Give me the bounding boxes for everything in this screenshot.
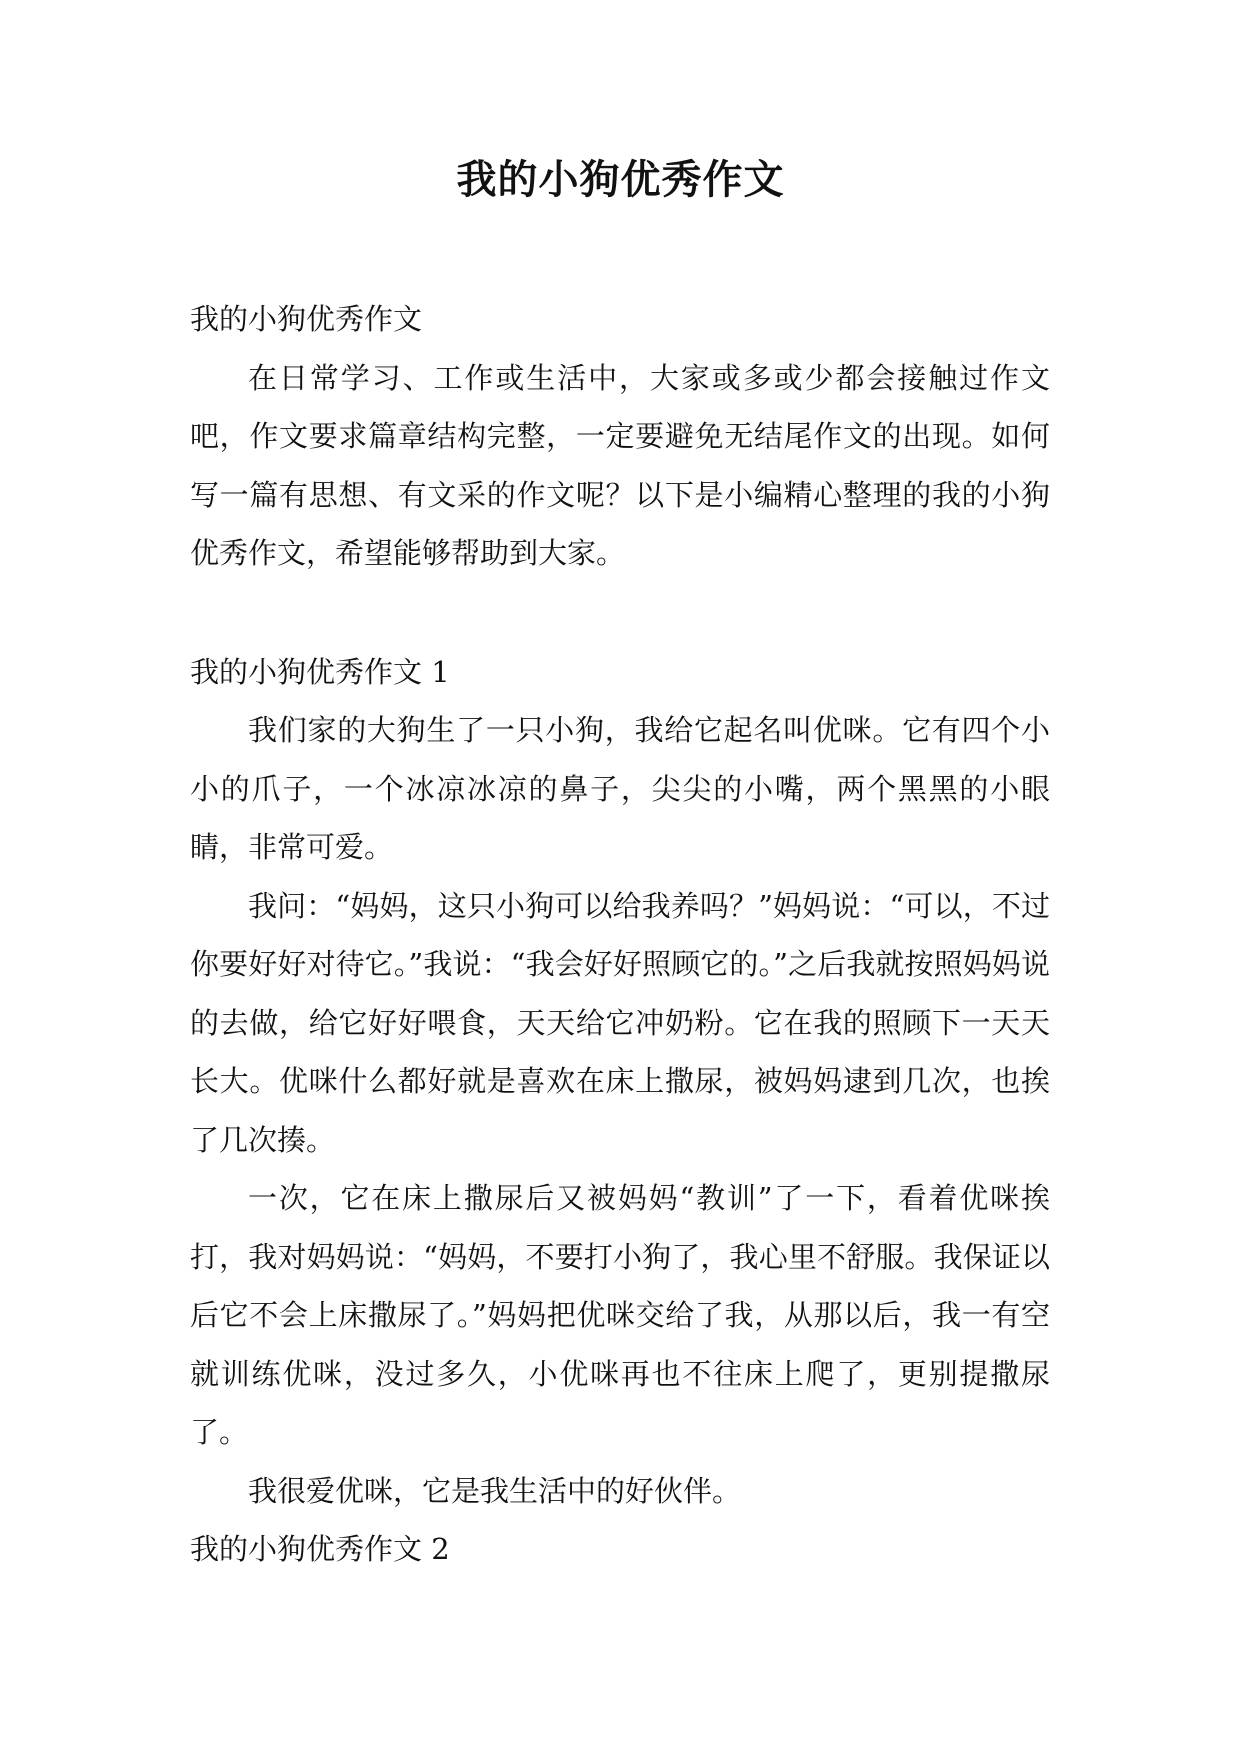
subtitle-heading: 我的小狗优秀作文 [190,302,423,336]
essay-1-paragraph-4: 我很爱优咪，它是我生活中的好伙伴。 [248,1473,742,1508]
essay-2-heading: 我的小狗优秀作文 2 [190,1532,450,1566]
essay-1-paragraph-2: 我问：“妈妈，这只小狗可以给我养吗？”妈妈说：“可以，不过你要好好对待它。”我说：“我会好好照顾它的。”之后我就按照妈妈说的去做，给它好好喂食，天天给它冲奶粉。它在我的照顾下一天天长大。优咪什么都好就是喜欢在床上撒尿，被妈妈逮到几次，也挨了几次揍。 [190,888,1050,1157]
essay-1-paragraph-1: 我们家的大狗生了一只小狗，我给它起名叫优咪。它有四个小小的爪子，一个冰凉冰凉的鼻子，尖尖的小嘴，两个黑黑的小眼睛，非常可爱。 [190,713,1050,864]
document-body [190,290,1050,1579]
document-title: 我的小狗优秀作文 [456,156,785,203]
essay-1-heading: 我的小狗优秀作文 1 [190,654,450,689]
intro-paragraph: 在日常学习、工作或生活中，大家或多或少都会接触过作文吧，作文要求篇章结构完整，一定要避免无结尾作文的出现。如何写一篇有思想、有文采的作文呢？以下是小编精心整理的我的小狗优秀作文，希望能够帮助到大家。 [190,360,1050,570]
essay-1-paragraph-3: 一次，它在床上撒尿后又被妈妈“教训”了一下，看着优咪挨打，我对妈妈说：“妈妈，不要打小狗了，我心里不舒服。我保证以后它不会上床撒尿了。”妈妈把优咪交给了我，从那以后，我一有空就训练优咪，没过多久，小优咪再也不往床上爬了，更别提撒尿了。 [190,1181,1050,1449]
